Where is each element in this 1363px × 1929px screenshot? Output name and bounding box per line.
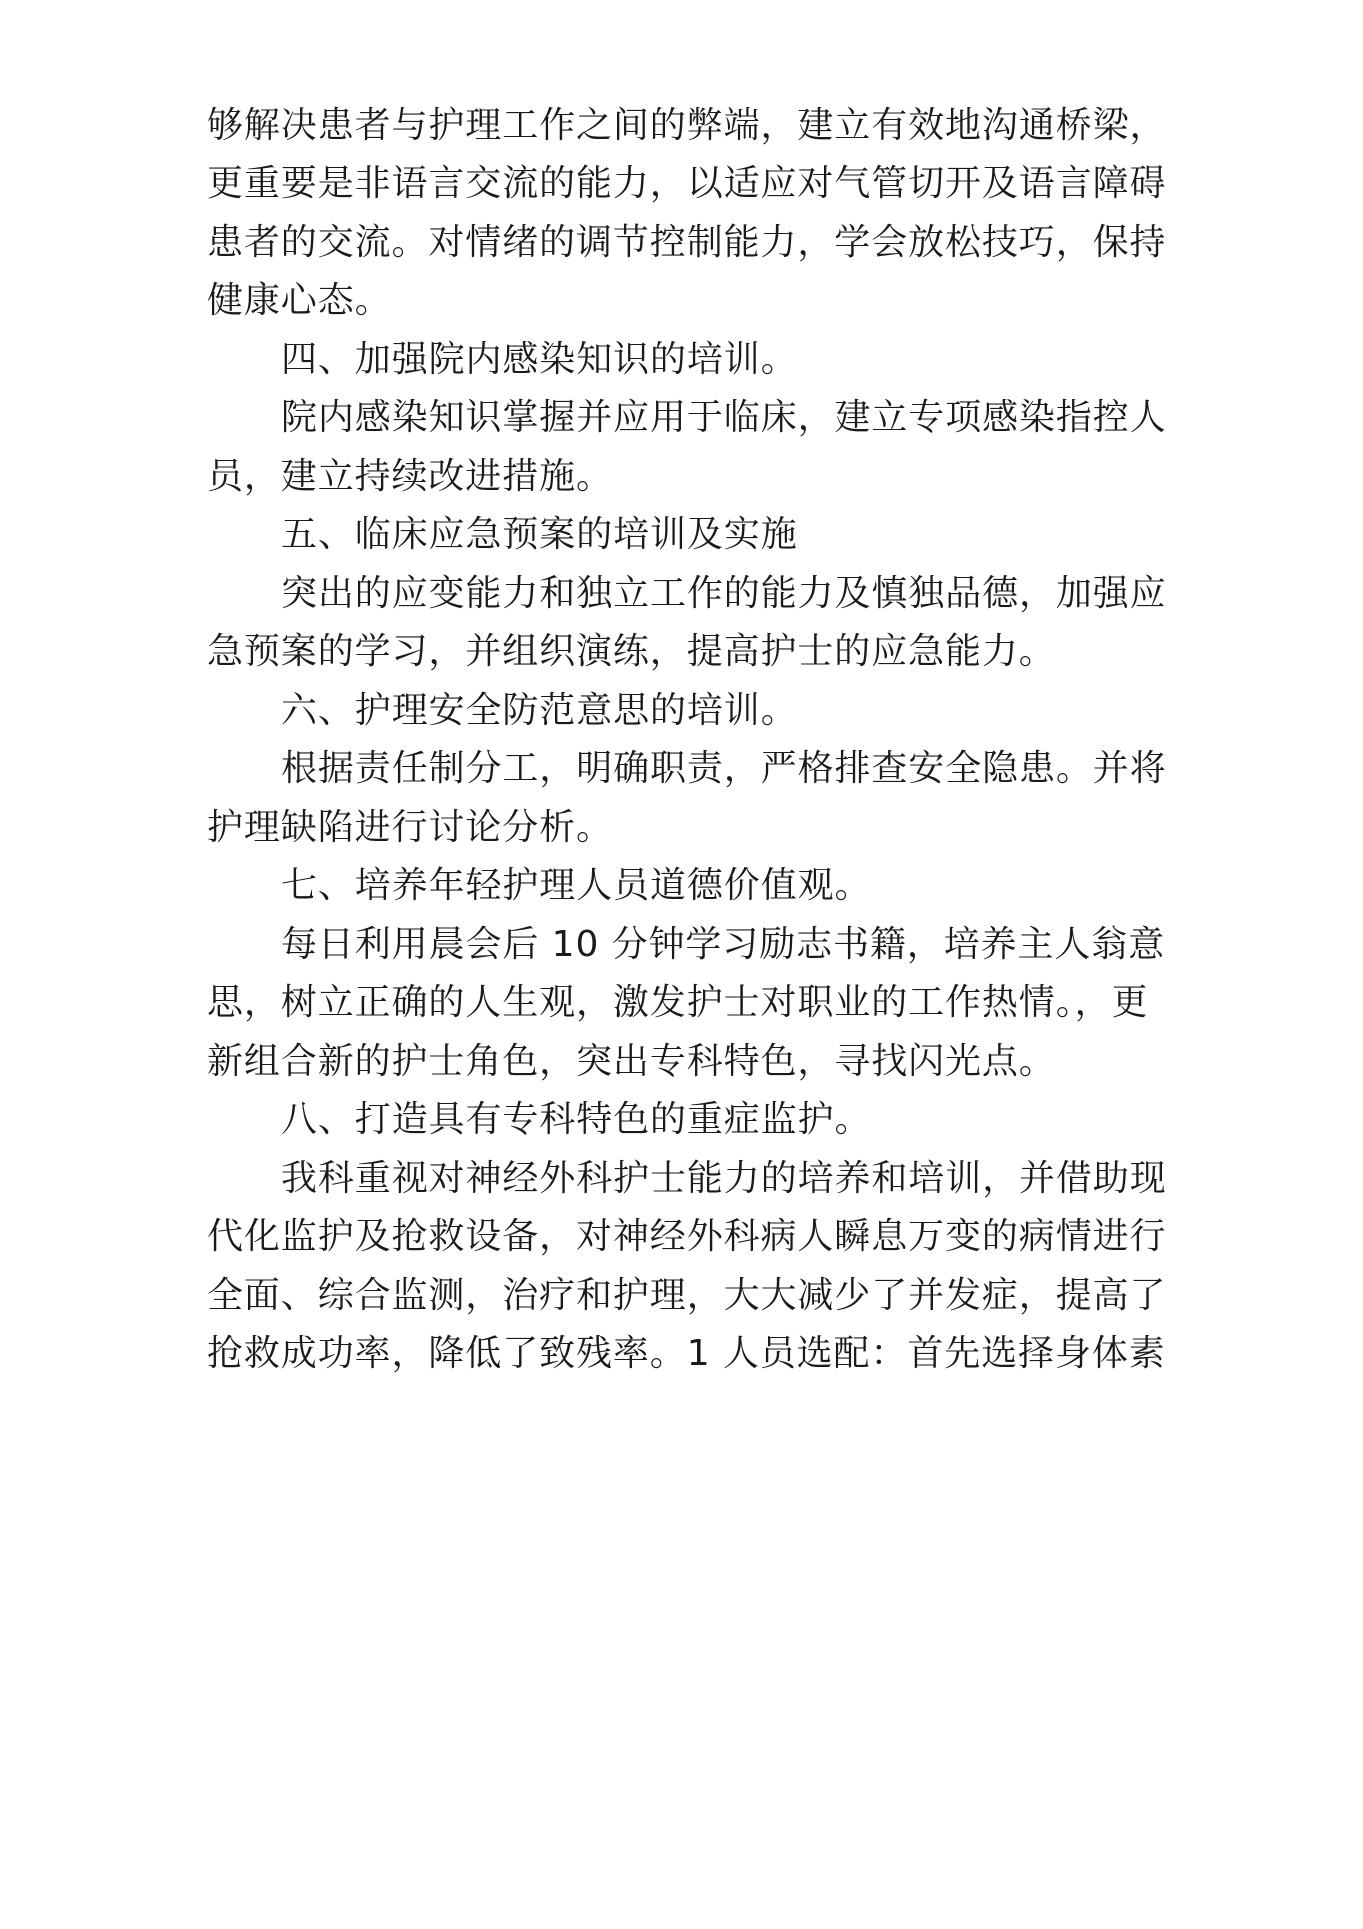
paragraph-line: 够解决患者与护理工作之间的弊端，建立有效地沟通桥梁， — [207, 105, 1167, 146]
section-heading: 四、加强院内感染知识的培训。 — [281, 339, 798, 380]
paragraph-line: 新组合新的护士角色，突出专科特色，寻找闪光点。 — [207, 1041, 1056, 1082]
paragraph-line: 急预案的学习，并组织演练，提高护士的应急能力。 — [207, 631, 1056, 672]
paragraph-line: 代化监护及抢救设备，对神经外科病人瞬息万变的病情进行 — [207, 1216, 1167, 1257]
paragraph-line: 更重要是非语言交流的能力，以适应对气管切开及语言障碍 — [207, 163, 1167, 204]
paragraph-line: 院内感染知识掌握并应用于临床，建立专项感染指控人 — [281, 397, 1167, 438]
paragraph-line: 根据责任制分工，明确职责，严格排查安全隐患。并将 — [281, 748, 1167, 789]
paragraph-line: 员，建立持续改进措施。 — [207, 456, 613, 497]
paragraph-line: 突出的应变能力和独立工作的能力及慎独品德，加强应 — [281, 573, 1167, 614]
paragraph-line: 抢救成功率，降低了致残率。1 人员选配：首先选择身体素 — [207, 1333, 1166, 1374]
paragraph-line: 我科重视对神经外科护士能力的培养和培训，并借助现 — [281, 1158, 1167, 1199]
paragraph-line: 护理缺陷进行讨论分析。 — [207, 807, 613, 848]
section-heading: 八、打造具有专科特色的重症监护。 — [281, 1099, 872, 1140]
paragraph-line: 健康心态。 — [207, 280, 392, 321]
section-heading: 六、护理安全防范意思的培训。 — [281, 690, 798, 731]
section-heading: 七、培养年轻护理人员道德价值观。 — [281, 865, 872, 906]
paragraph-line: 患者的交流。对情绪的调节控制能力，学会放松技巧，保持 — [207, 222, 1167, 263]
paragraph-line: 每日利用晨会后 10 分钟学习励志书籍，培养主人翁意 — [281, 924, 1166, 965]
paragraph-line: 全面、综合监测，治疗和护理，大大减少了并发症，提高了 — [207, 1275, 1167, 1316]
section-heading: 五、临床应急预案的培训及实施 — [281, 514, 798, 555]
paragraph-line: 思，树立正确的人生观，激发护士对职业的工作热情。，更 — [207, 982, 1149, 1023]
